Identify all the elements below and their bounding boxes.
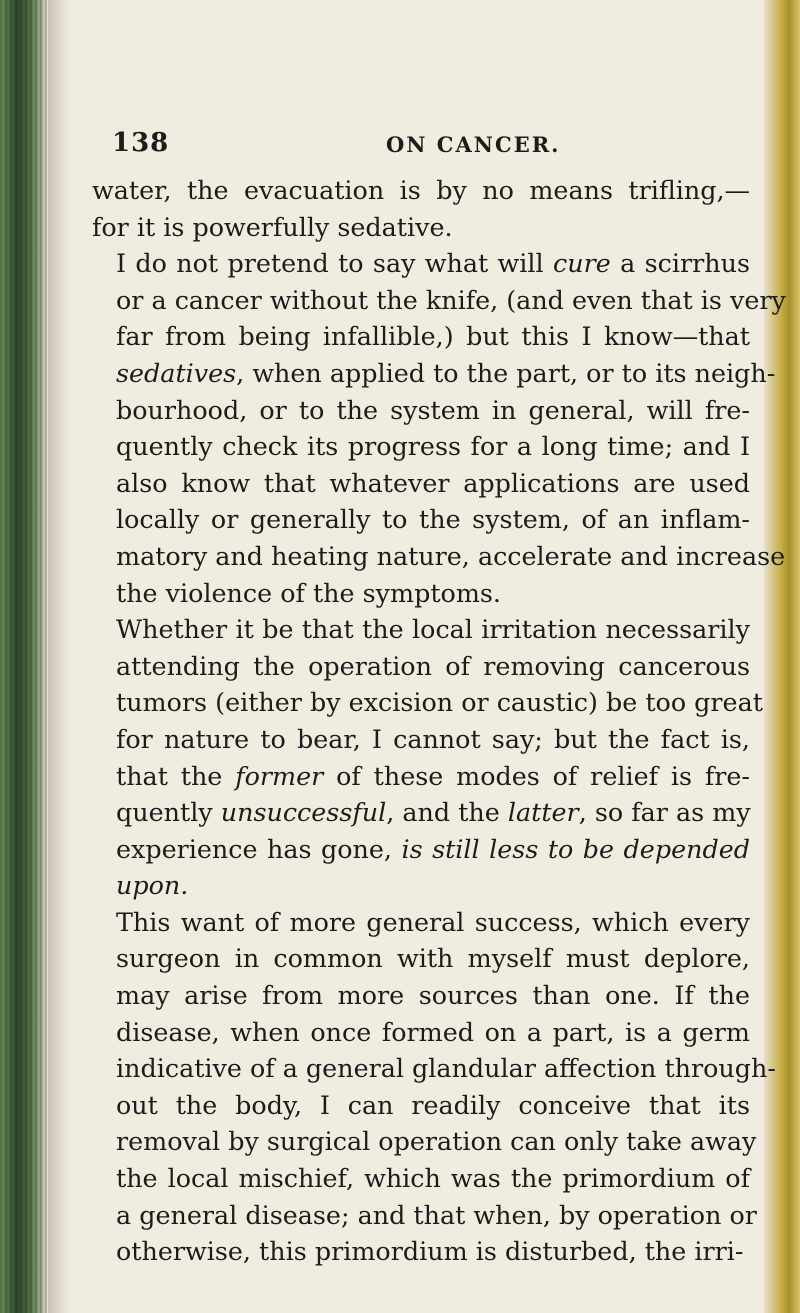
text-line bbox=[92, 648, 750, 685]
text-line bbox=[92, 355, 776, 392]
running-head bbox=[92, 128, 750, 164]
text-line bbox=[92, 1123, 757, 1160]
text-line bbox=[92, 758, 750, 795]
text-line bbox=[92, 904, 750, 941]
text-run: for it is powerfully sedative. bbox=[92, 211, 453, 242]
text-line bbox=[92, 684, 763, 721]
page-number: 138 bbox=[112, 128, 170, 158]
text-run: quently bbox=[116, 797, 221, 828]
paragraph bbox=[92, 904, 776, 1270]
text-run: , so far as my bbox=[578, 797, 751, 828]
text-line bbox=[92, 940, 750, 977]
text-run: experience has gone, bbox=[116, 833, 402, 864]
italic-text: sedatives bbox=[116, 357, 237, 388]
text-line bbox=[92, 977, 750, 1014]
text-run: the violence of the symptoms. bbox=[116, 577, 502, 608]
text-line bbox=[92, 1233, 750, 1270]
text-run: removal by surgical operation can only take away bbox=[116, 1126, 757, 1157]
text-line bbox=[92, 831, 750, 868]
text-run: locally or generally to the system, of an inflam- bbox=[116, 504, 750, 535]
book-binding-left bbox=[0, 0, 48, 1313]
text-run: , and the bbox=[386, 797, 508, 828]
text-line bbox=[92, 1050, 776, 1087]
text-run: for nature to bear, I cannot say; but the fact is, bbox=[116, 723, 750, 754]
text-line bbox=[92, 318, 750, 355]
text-line bbox=[92, 501, 750, 538]
text-run: a scirrhus bbox=[610, 248, 750, 279]
text-run: out the body, I can readily conceive that its bbox=[116, 1089, 750, 1120]
text-line bbox=[92, 282, 786, 319]
text-line bbox=[92, 1197, 757, 1234]
italic-text: cure bbox=[553, 248, 611, 279]
text-line bbox=[92, 392, 750, 429]
text-run: also know that whatever applications are used bbox=[116, 467, 750, 498]
text-line bbox=[92, 794, 750, 831]
text-run: attending the operation of removing cancerous bbox=[116, 650, 750, 681]
text-line bbox=[92, 721, 750, 758]
text-run: indicative of a general glandular affection through- bbox=[116, 1053, 776, 1084]
italic-text: former bbox=[235, 760, 324, 791]
text-run: disease, when once formed on a part, is a germ bbox=[116, 1016, 750, 1047]
body-text bbox=[92, 172, 786, 1270]
paragraph bbox=[92, 611, 763, 904]
text-run: may arise from more sources than one. If the bbox=[116, 980, 750, 1011]
text-line bbox=[92, 428, 750, 465]
text-run: This want of more general success, which every bbox=[116, 906, 750, 937]
text-line bbox=[92, 1160, 750, 1197]
paragraph bbox=[92, 172, 750, 245]
text-run: surgeon in common with myself must deplore, bbox=[116, 943, 750, 974]
text-run: Whether it be that the local irritation necessarily bbox=[116, 614, 750, 645]
text-line bbox=[92, 611, 750, 648]
text-run: that the bbox=[116, 760, 236, 791]
text-line bbox=[92, 245, 750, 282]
text-run: or a cancer without the knife, (and even that is very bbox=[116, 284, 786, 315]
paragraph bbox=[92, 245, 786, 611]
text-line bbox=[92, 209, 750, 246]
text-run: otherwise, this primordium is disturbed, the irri- bbox=[116, 1236, 744, 1267]
text-line bbox=[92, 1014, 750, 1051]
text-run: bourhood, or to the system in general, will fre- bbox=[116, 394, 750, 425]
text-run: the local mischief, which was the primordium of bbox=[116, 1163, 750, 1194]
text-run: I do not pretend to say what will bbox=[116, 248, 554, 279]
book-edge-right bbox=[764, 0, 800, 1313]
text-line bbox=[92, 172, 750, 209]
text-line bbox=[92, 867, 750, 904]
gutter-shadow bbox=[48, 0, 70, 1313]
italic-text: is still less to be depended bbox=[401, 833, 750, 864]
text-run: , when applied to the part, or to its neigh- bbox=[236, 357, 776, 388]
text-run: far from being infallible,) but this I know—that bbox=[116, 321, 750, 352]
text-line bbox=[92, 1087, 750, 1124]
italic-text: unsuccessful bbox=[220, 797, 387, 828]
italic-text: upon. bbox=[116, 870, 189, 901]
running-title: ON CANCER. bbox=[386, 132, 561, 157]
text-line bbox=[92, 538, 786, 575]
text-run: tumors (either by excision or caustic) be too great bbox=[116, 687, 763, 718]
italic-text: latter bbox=[507, 797, 579, 828]
text-line bbox=[92, 465, 750, 502]
text-run: of these modes of relief is fre- bbox=[323, 760, 751, 791]
text-line bbox=[92, 575, 750, 612]
book-page bbox=[92, 128, 786, 1270]
text-run: a general disease; and that when, by operation or bbox=[116, 1199, 757, 1230]
text-run: matory and heating nature, accelerate and increase bbox=[116, 540, 786, 571]
text-run: quently check its progress for a long time; and I bbox=[116, 431, 750, 462]
text-run: water, the evacuation is by no means trifling,— bbox=[92, 175, 750, 205]
